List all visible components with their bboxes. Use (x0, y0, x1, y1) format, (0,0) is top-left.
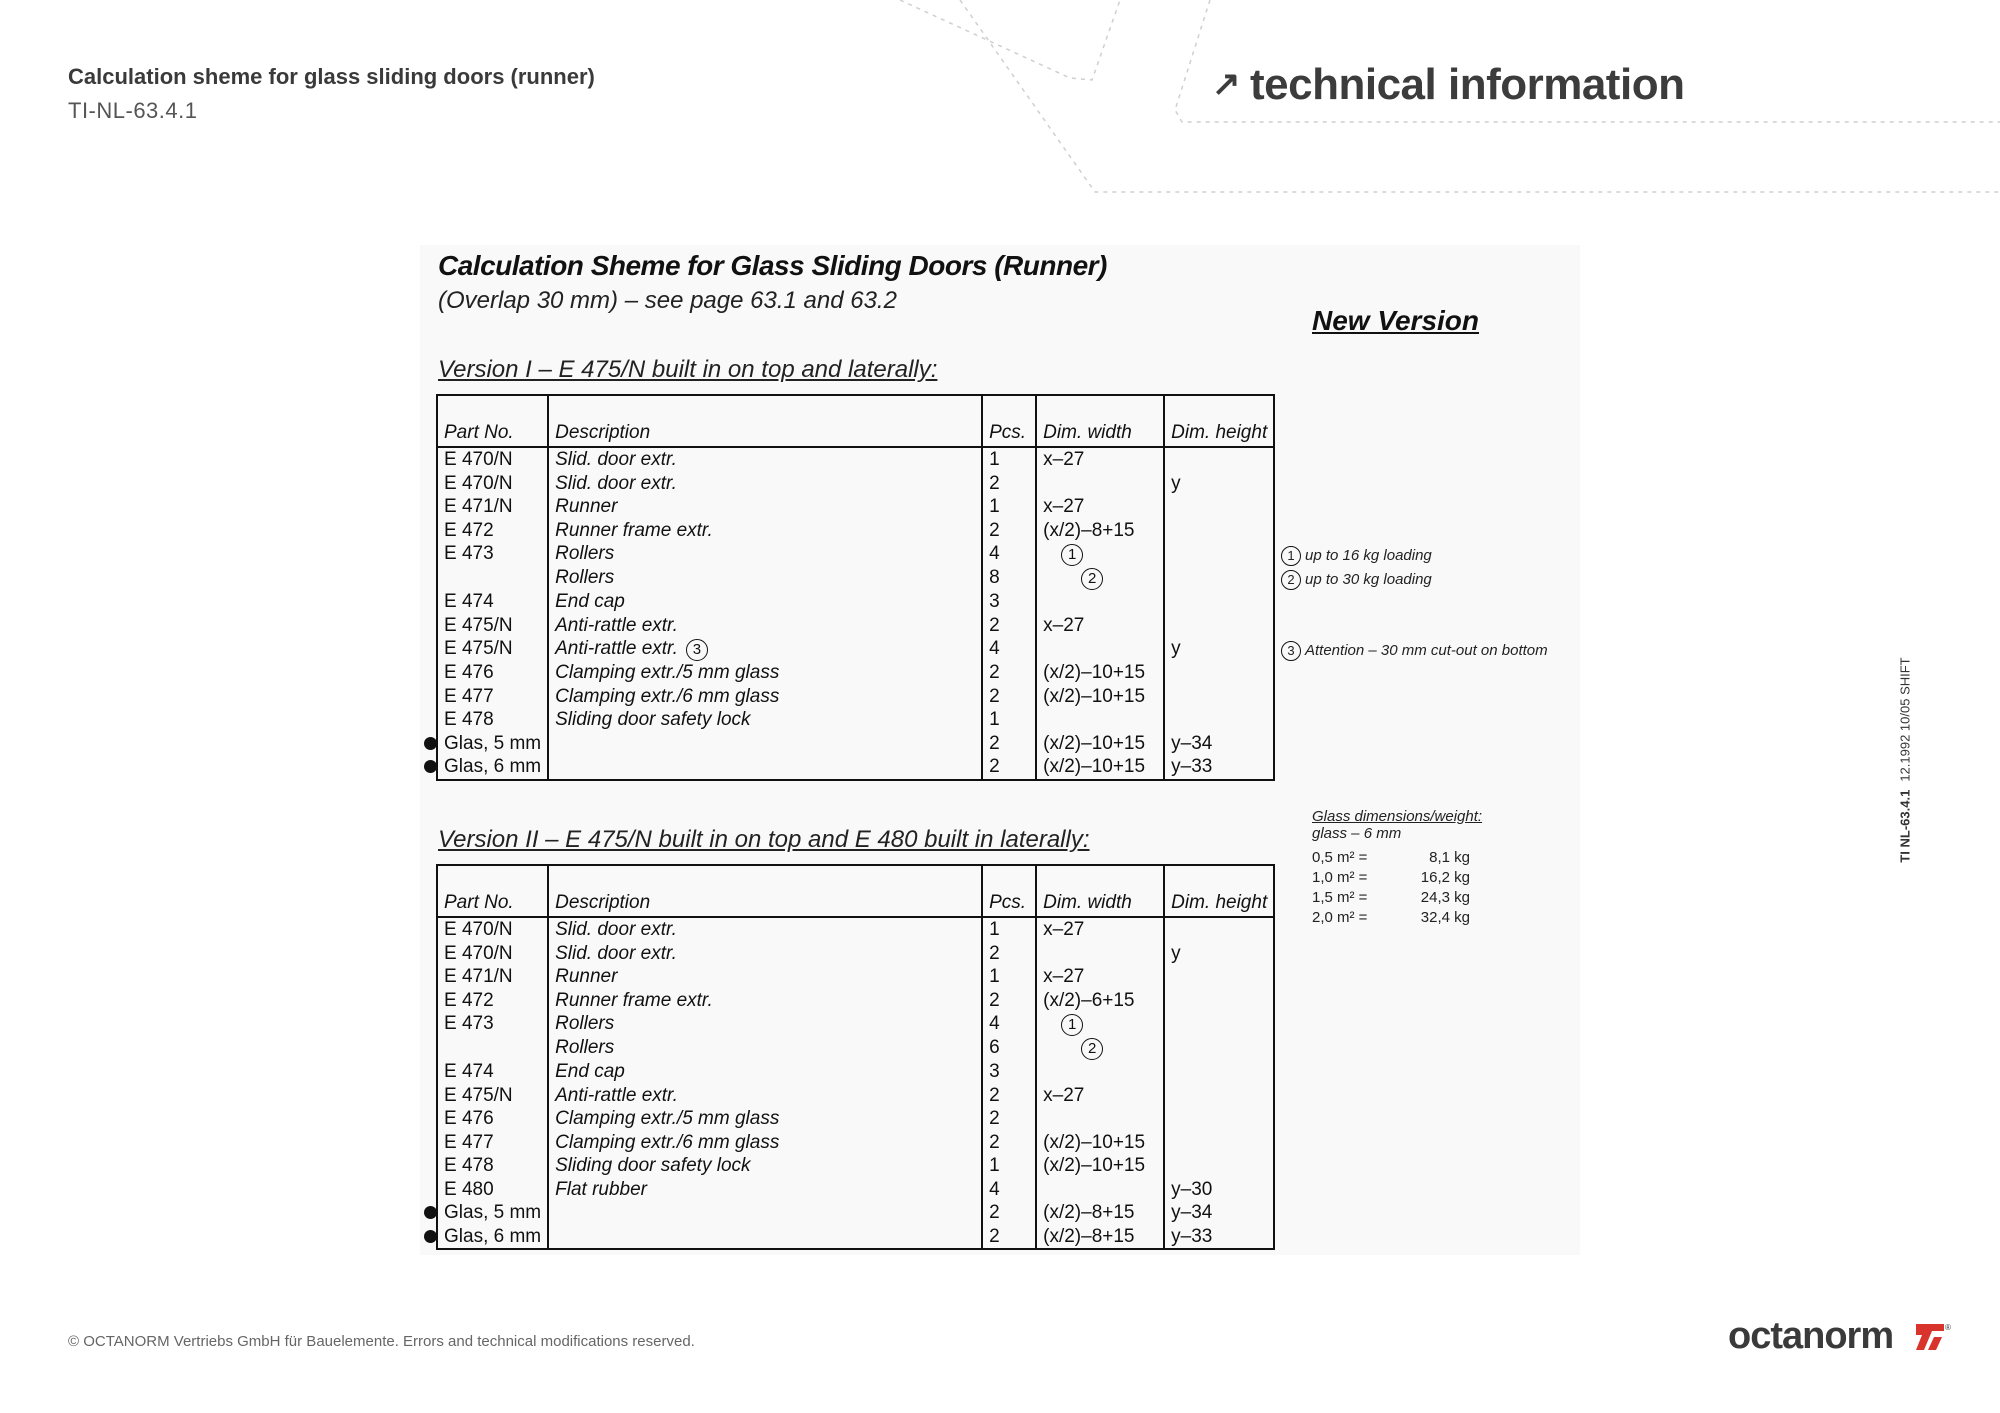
note-loading-30kg (1281, 570, 1432, 590)
table-row (437, 519, 1274, 543)
part-number-cell (437, 1154, 548, 1178)
dim-width-cell (1036, 566, 1164, 590)
description: Clamping extr./5 mm glass (555, 1108, 780, 1129)
dim-width-cell (1036, 942, 1164, 966)
dim-height-cell (1164, 447, 1274, 472)
part-number: E 474 (444, 1061, 494, 1082)
vertical-doc-label (1898, 657, 1913, 862)
pieces-cell: 2 (982, 519, 1036, 543)
description-cell (548, 1201, 982, 1225)
dim-width: x–27 (1043, 1084, 1085, 1106)
dim-height-cell (1164, 1107, 1274, 1131)
pieces-cell: 1 (982, 965, 1036, 989)
part-number: E 470/N (444, 449, 513, 470)
part-number: E 472 (444, 519, 494, 541)
part-number-cell (437, 1225, 548, 1250)
bullet-icon (424, 1230, 437, 1243)
part-number-cell (437, 1012, 548, 1036)
octanorm-logo-mark-icon (1914, 1322, 1950, 1352)
dim-height-cell: y (1171, 638, 1181, 660)
glass-area: 1,0 m² = (1312, 869, 1368, 886)
note-ref-marker: 1 (1061, 1014, 1083, 1036)
description: Anti-rattle extr. (555, 614, 678, 636)
part-number: E 471/N (444, 966, 513, 987)
part-number: E 478 (444, 1155, 494, 1176)
description-cell (548, 755, 982, 780)
glass-weight: 16,2 kg (1420, 869, 1470, 886)
description: End cap (555, 1061, 625, 1082)
part-number: E 477 (444, 1131, 494, 1153)
column-header: Pcs. (982, 395, 1036, 447)
table-row (437, 755, 1274, 780)
octanorm-logo: octanorm (1728, 1315, 1894, 1357)
copyright-footer: © OCTANORM Vertriebs GmbH für Bauelemente. Errors and technical modifications reserved. (68, 1333, 695, 1350)
column-header: Dim. width (1036, 395, 1164, 447)
column-header: Part No. (437, 865, 548, 917)
part-number-cell (437, 637, 548, 661)
glass-weight: 24,3 kg (1420, 889, 1470, 906)
dim-width-cell (1036, 542, 1164, 566)
table-header-row (437, 865, 1274, 917)
dim-height-cell (1164, 1084, 1274, 1108)
column-header: Dim. height (1164, 865, 1274, 917)
pieces-cell: 2 (982, 1107, 1036, 1131)
page-title: Calculation sheme for glass sliding doors (runner) (68, 64, 595, 89)
description-cell (548, 989, 982, 1013)
glass-weight-title: Glass dimensions/weight: (1312, 808, 1483, 825)
table-row (437, 447, 1274, 472)
glass-area: 2,0 m² = (1312, 909, 1368, 926)
dim-width-cell (1036, 1178, 1164, 1202)
description-cell (548, 732, 982, 756)
registered-mark: ® (1945, 1323, 1951, 1332)
bullet-icon (424, 1206, 437, 1219)
pieces-cell: 6 (982, 1036, 1036, 1060)
part-number: E 473 (444, 1013, 494, 1035)
column-header: Dim. width (1036, 865, 1164, 917)
pieces-cell: 2 (982, 732, 1036, 756)
description: Clamping extr./5 mm glass (555, 662, 780, 683)
part-number-cell (437, 590, 548, 614)
pieces-cell: 1 (982, 495, 1036, 519)
description-cell (548, 1225, 982, 1250)
glass-weight-subtitle: glass – 6 mm (1312, 825, 1402, 842)
part-number-cell (437, 495, 548, 519)
dim-width: (x/2)–10+15 (1043, 732, 1146, 754)
dim-width-cell (1036, 732, 1164, 756)
dim-height-cell (1164, 1154, 1274, 1178)
dim-width: x–27 (1043, 614, 1085, 636)
part-number: E 477 (444, 685, 494, 707)
column-header: Dim. height (1164, 395, 1274, 447)
pieces-cell: 4 (982, 1012, 1036, 1036)
description-cell (548, 1060, 982, 1084)
dim-width-cell (1036, 1131, 1164, 1155)
part-number: E 474 (444, 591, 494, 612)
glass-weight-row (1312, 848, 1482, 868)
pieces-cell: 2 (982, 1201, 1036, 1225)
dim-width-cell (1036, 1084, 1164, 1108)
dim-width: (x/2)–10+15 (1043, 756, 1146, 777)
version-2-title: Version II – E 475/N built in on top and E 480 built in laterally: (438, 826, 1090, 853)
part-number: E 473 (444, 543, 494, 565)
part-number-cell (437, 732, 548, 756)
part-number-cell (437, 755, 548, 780)
table-row (437, 1107, 1274, 1131)
part-number-cell (437, 685, 548, 709)
part-number-cell (437, 447, 548, 472)
description-cell (548, 942, 982, 966)
new-version-label: New Version (1312, 305, 1480, 336)
dim-width: (x/2)–10+15 (1043, 685, 1146, 707)
part-number-cell (437, 519, 548, 543)
table-row (437, 1154, 1274, 1178)
description: Flat rubber (555, 1178, 647, 1200)
dim-width-cell (1036, 917, 1164, 942)
note-ref-marker: 2 (1081, 568, 1103, 590)
description: Anti-rattle extr. (555, 638, 678, 659)
note-ref-marker: 2 (1081, 1038, 1103, 1060)
header-decoration (0, 0, 2000, 220)
dim-height-cell: y–34 (1171, 1202, 1213, 1223)
description: Rollers (555, 567, 615, 589)
note-text: Attention – 30 mm cut-out on bottom (1305, 642, 1548, 659)
note-text: up to 16 kg loading (1305, 547, 1432, 564)
dim-height-cell: y–33 (1171, 756, 1213, 777)
table-header-row (437, 395, 1274, 447)
part-number: E 471/N (444, 496, 513, 517)
note-cut-out (1281, 641, 1548, 661)
table-row (437, 1012, 1274, 1036)
pieces-cell: 8 (982, 566, 1036, 590)
pieces-cell: 3 (982, 590, 1036, 614)
glass-weight-row (1312, 908, 1482, 928)
pieces-cell: 2 (982, 472, 1036, 496)
dim-width: x–27 (1043, 449, 1085, 470)
table-row (437, 614, 1274, 638)
section-heading-label: technical information (1250, 60, 1685, 109)
column-header: Description (548, 865, 982, 917)
pieces-cell: 2 (982, 1225, 1036, 1250)
dim-height-cell (1164, 661, 1274, 685)
description: Slid. door extr. (555, 472, 677, 494)
pieces-cell: 3 (982, 1060, 1036, 1084)
parts-table-version-2 (436, 864, 1275, 1250)
table-row (437, 1131, 1274, 1155)
pieces-cell: 1 (982, 447, 1036, 472)
description: Runner (555, 496, 618, 517)
description: Slid. door extr. (555, 919, 677, 940)
note-number: 3 (1281, 641, 1301, 661)
description-cell (548, 1107, 982, 1131)
table-row (437, 917, 1274, 942)
part-number: E 475/N (444, 614, 513, 636)
table-row (437, 1060, 1274, 1084)
dim-width-cell (1036, 708, 1164, 732)
table-row (437, 1084, 1274, 1108)
dim-height-cell (1164, 917, 1274, 942)
part-number-cell (437, 614, 548, 638)
dim-height-cell: y–33 (1171, 1225, 1213, 1247)
dim-width-cell (1036, 755, 1164, 780)
dim-height-cell: y (1171, 942, 1181, 964)
dim-width: x–27 (1043, 919, 1085, 940)
description-cell (548, 590, 982, 614)
description-cell (548, 1178, 982, 1202)
table-row (437, 472, 1274, 496)
table-row (437, 942, 1274, 966)
dim-width-cell (1036, 519, 1164, 543)
part-number: Glas, 5 mm (444, 732, 542, 754)
dim-width-cell (1036, 1036, 1164, 1060)
dim-width-cell (1036, 685, 1164, 709)
description: Clamping extr./6 mm glass (555, 685, 780, 707)
description-cell (548, 1131, 982, 1155)
part-number-cell (437, 1084, 548, 1108)
part-number: E 480 (444, 1178, 494, 1200)
part-number: E 472 (444, 989, 494, 1011)
description: Sliding door safety lock (555, 1155, 751, 1176)
description-cell (548, 614, 982, 638)
version-1-title: Version I – E 475/N built in on top and laterally: (438, 356, 938, 383)
table-row (437, 661, 1274, 685)
glass-area: 1,5 m² = (1312, 889, 1368, 906)
table-row (437, 989, 1274, 1013)
part-number: E 470/N (444, 919, 513, 940)
dim-height-cell (1164, 685, 1274, 709)
dim-height-cell (1164, 965, 1274, 989)
dim-width-cell (1036, 661, 1164, 685)
part-number: Glas, 5 mm (444, 1202, 542, 1223)
description-cell (548, 637, 982, 661)
part-number-cell (437, 965, 548, 989)
glass-weight-box (1312, 808, 1482, 928)
dim-height-cell: y–30 (1171, 1178, 1213, 1200)
dim-height-cell: y (1171, 472, 1181, 494)
part-number-cell (437, 708, 548, 732)
sheet-subtitle: (Overlap 30 mm) – see page 63.1 and 63.2 (438, 287, 897, 314)
pieces-cell: 2 (982, 614, 1036, 638)
pieces-cell: 2 (982, 685, 1036, 709)
description: Slid. door extr. (555, 449, 677, 470)
part-number-cell (437, 1036, 548, 1060)
dim-width: (x/2)–6+15 (1043, 989, 1135, 1011)
pieces-cell: 2 (982, 661, 1036, 685)
part-number-cell (437, 1131, 548, 1155)
dim-width-cell (1036, 1060, 1164, 1084)
pieces-cell: 2 (982, 755, 1036, 780)
dim-height-cell (1164, 495, 1274, 519)
table-row (437, 495, 1274, 519)
note-ref-marker: 3 (686, 639, 708, 661)
part-number: E 470/N (444, 942, 513, 964)
dim-width-cell (1036, 614, 1164, 638)
note-number: 2 (1281, 570, 1301, 590)
dim-height-cell (1164, 590, 1274, 614)
pieces-cell: 2 (982, 1084, 1036, 1108)
part-number-cell (437, 1060, 548, 1084)
dim-width: (x/2)–10+15 (1043, 1131, 1146, 1153)
column-header: Part No. (437, 395, 548, 447)
glass-weight-row (1312, 888, 1482, 908)
pieces-cell: 2 (982, 989, 1036, 1013)
table-row (437, 542, 1274, 566)
description: Anti-rattle extr. (555, 1084, 678, 1106)
table-row (437, 1201, 1274, 1225)
part-number-cell (437, 1107, 548, 1131)
description-cell (548, 566, 982, 590)
description-cell (548, 708, 982, 732)
description-cell (548, 542, 982, 566)
dim-height-cell (1164, 614, 1274, 638)
dim-height-cell (1164, 1036, 1274, 1060)
document-code: TI-NL-63.4.1 (68, 98, 198, 123)
description: Clamping extr./6 mm glass (555, 1131, 780, 1153)
table-row (437, 685, 1274, 709)
dim-width-cell (1036, 590, 1164, 614)
parts-table-version-1 (436, 394, 1275, 781)
glass-area: 0,5 m² = (1312, 849, 1368, 866)
description-cell (548, 495, 982, 519)
note-loading-16kg (1281, 546, 1432, 566)
note-ref-marker: 1 (1061, 544, 1083, 566)
description-cell (548, 1154, 982, 1178)
description-cell (548, 661, 982, 685)
table-row (437, 566, 1274, 590)
note-number: 1 (1281, 546, 1301, 566)
description: Runner frame extr. (555, 519, 713, 541)
table-row (437, 1036, 1274, 1060)
part-number-cell (437, 1178, 548, 1202)
description: Sliding door safety lock (555, 709, 751, 730)
arrow-up-right-icon: ↗ (1212, 65, 1240, 103)
description: Rollers (555, 543, 615, 565)
section-heading (1212, 60, 1684, 110)
part-number-cell (437, 989, 548, 1013)
description-cell (548, 519, 982, 543)
description-cell (548, 447, 982, 472)
part-number: E 475/N (444, 638, 513, 660)
dim-width: x–27 (1043, 496, 1085, 517)
bullet-icon (424, 760, 437, 773)
dim-width-cell (1036, 447, 1164, 472)
table-row (437, 965, 1274, 989)
dim-width: (x/2)–10+15 (1043, 662, 1146, 683)
table-row (437, 590, 1274, 614)
dim-width-cell (1036, 965, 1164, 989)
description: Slid. door extr. (555, 942, 677, 964)
part-number: E 476 (444, 662, 494, 683)
part-number: E 476 (444, 1108, 494, 1129)
dim-width-cell (1036, 989, 1164, 1013)
description: End cap (555, 591, 625, 612)
part-number: E 478 (444, 709, 494, 730)
column-header: Description (548, 395, 982, 447)
description-cell (548, 1084, 982, 1108)
column-header: Pcs. (982, 865, 1036, 917)
dim-height-cell (1164, 519, 1274, 543)
vertical-doc-code: TI NL-63.4.1 (1897, 789, 1913, 863)
dim-width-cell (1036, 1107, 1164, 1131)
table-row (437, 1225, 1274, 1250)
part-number: Glas, 6 mm (444, 756, 542, 777)
dim-width-cell (1036, 1225, 1164, 1250)
description-cell (548, 917, 982, 942)
table-row (437, 637, 1274, 661)
part-number-cell (437, 566, 548, 590)
vertical-doc-info: 12.1992 10/05 SHIFT (1897, 657, 1913, 782)
dim-width-cell (1036, 495, 1164, 519)
part-number: Glas, 6 mm (444, 1225, 542, 1247)
dim-height-cell: y–34 (1171, 732, 1213, 754)
description-cell (548, 472, 982, 496)
bullet-icon (424, 737, 437, 750)
dim-height-cell (1164, 542, 1274, 566)
table-row (437, 1178, 1274, 1202)
part-number-cell (437, 917, 548, 942)
description: Runner (555, 966, 618, 987)
dim-width: (x/2)–8+15 (1043, 519, 1135, 541)
pieces-cell: 4 (982, 1178, 1036, 1202)
description: Runner frame extr. (555, 989, 713, 1011)
table-row (437, 708, 1274, 732)
dim-width-cell (1036, 637, 1164, 661)
part-number-cell (437, 1201, 548, 1225)
dim-width-cell (1036, 472, 1164, 496)
glass-weight: 32,4 kg (1420, 909, 1470, 926)
description-cell (548, 685, 982, 709)
dim-width: (x/2)–10+15 (1043, 1155, 1146, 1176)
part-number-cell (437, 942, 548, 966)
pieces-cell: 4 (982, 637, 1036, 661)
note-text: up to 30 kg loading (1305, 571, 1432, 588)
description: Rollers (555, 1013, 615, 1035)
dim-height-cell (1164, 1131, 1274, 1155)
pieces-cell: 2 (982, 942, 1036, 966)
pieces-cell: 1 (982, 1154, 1036, 1178)
description-cell (548, 1012, 982, 1036)
sheet-title: Calculation Sheme for Glass Sliding Doors (Runner) (438, 250, 1107, 281)
dim-width: x–27 (1043, 966, 1085, 987)
dim-height-cell (1164, 989, 1274, 1013)
dim-height-cell (1164, 708, 1274, 732)
dim-width-cell (1036, 1012, 1164, 1036)
description-cell (548, 1036, 982, 1060)
glass-weight-row (1312, 868, 1482, 888)
part-number-cell (437, 542, 548, 566)
pieces-cell: 2 (982, 1131, 1036, 1155)
pieces-cell: 1 (982, 708, 1036, 732)
dim-height-cell (1164, 566, 1274, 590)
part-number-cell (437, 661, 548, 685)
description-cell (548, 965, 982, 989)
dim-width: (x/2)–8+15 (1043, 1225, 1135, 1247)
dim-width-cell (1036, 1154, 1164, 1178)
dim-width: (x/2)–8+15 (1043, 1202, 1135, 1223)
part-number: E 470/N (444, 472, 513, 494)
description: Rollers (555, 1037, 615, 1059)
pieces-cell: 1 (982, 917, 1036, 942)
part-number: E 475/N (444, 1084, 513, 1106)
glass-weight: 8,1 kg (1429, 849, 1470, 866)
dim-height-cell (1164, 1012, 1274, 1036)
dim-width-cell (1036, 1201, 1164, 1225)
pieces-cell: 4 (982, 542, 1036, 566)
dim-height-cell (1164, 1060, 1274, 1084)
part-number-cell (437, 472, 548, 496)
table-row (437, 732, 1274, 756)
